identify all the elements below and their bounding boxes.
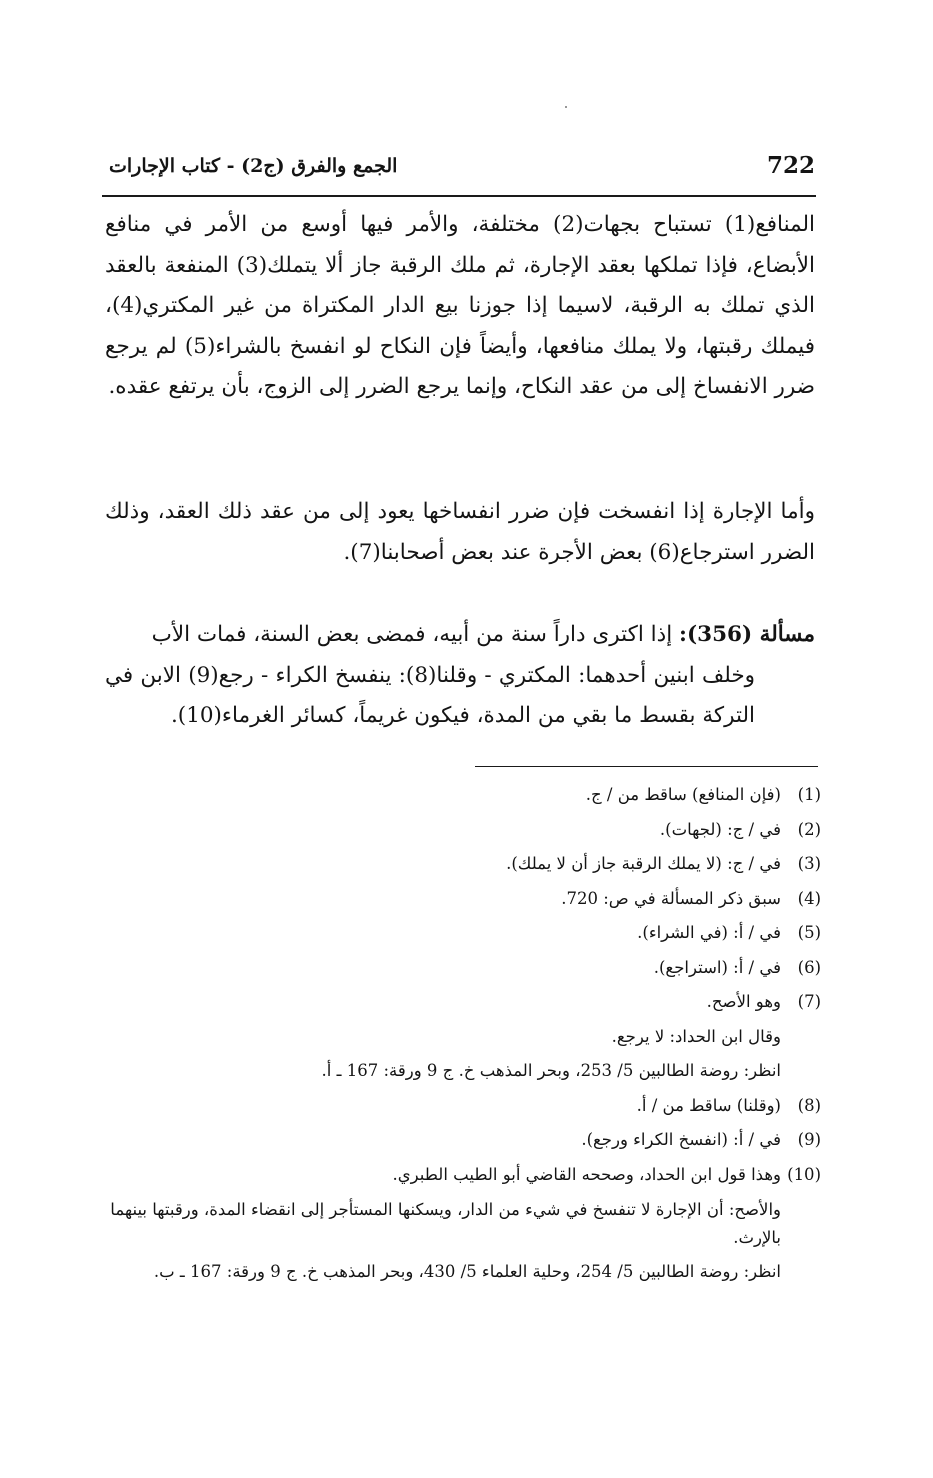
footnote-number: (6) (797, 957, 821, 977)
footnote-rule (475, 766, 818, 767)
footnote (105, 882, 821, 917)
page-number: 722 (766, 152, 815, 179)
footnote (105, 1123, 821, 1158)
speck-mark (565, 106, 567, 108)
footnote (105, 778, 821, 813)
running-title: الجمع والفرق (ج2) - كتاب الإجارات (109, 155, 398, 177)
footnote (105, 951, 821, 986)
footnote (105, 1089, 821, 1124)
body-paragraph-1: المنافع(1) تستباح بجهات(2) مختلفة، والأمر فيها أوسع من الأمر في منافع الأبضاع، فإذا تملكها بعقد الإجارة، ثم ملك الرقبة جاز ألا يتملك(3) المنفعة بالعقد الذي تملك به الرقبة، لاسيما إذا جوزنا بيع الدار المكتراة من غير المكتري(4)، فيملك رقبتها، ولا يملك منافعها، وأيضاً فإن النكاح لو انفسخ بالشراء(5) لم يرجع ضرر الانفساخ إلى من عقد النكاح، وإنما يرجع الضرر إلى الزوج، بأن يرتفع عقده. (105, 212, 816, 399)
footnote-text: وهذا قول ابن الحداد، وصححه القاضي أبو الطيب الطبري. (392, 1164, 781, 1184)
footnote-number: (8) (797, 1095, 821, 1115)
footnote-text: انظر: روضة الطالبين 5/ 254، وحلية العلماء 5/ 430، وبحر المذهب خ. ج 9 ورقة: 167 ـ ب. (153, 1262, 781, 1281)
footnote-text: وهو الأصح. (706, 992, 781, 1011)
footnote-number: (7) (797, 992, 821, 1011)
footnote-number: (9) (797, 1130, 821, 1149)
footnote-text: انظر: روضة الطالبين 5/ 253، وبحر المذهب خ. ج 9 ورقة: 167 ـ أ. (321, 1061, 781, 1080)
page-header (105, 152, 815, 192)
issue-first-line: إذا اكترى داراً سنة من أبيه، فمضى بعض السنة، فمات الأب (151, 622, 673, 647)
footnote (105, 1158, 821, 1289)
footnote-number: (1) (797, 785, 821, 804)
footnote (105, 847, 821, 882)
header-rule (102, 195, 816, 197)
footnote-number: (2) (797, 819, 821, 839)
footnote-number: (10) (787, 1164, 821, 1184)
footnote-text: سبق ذكر المسألة في ص: 720. (561, 888, 781, 908)
issue-continuation: وخلف ابنين أحدهما: المكتري - وقلنا(8): ينفسخ الكراء - رجع(9) الابن في التركة بقسط ما بقي من المدة، فيكون غريماً، كسائر الغرماء(10). (105, 662, 755, 728)
footnote-text: (وقلنا) ساقط من / أ. (636, 1095, 781, 1115)
issue-paragraph (105, 615, 815, 737)
footnote-number: (5) (797, 923, 821, 942)
footnote-text: في / أ: (استراجع). (653, 957, 781, 977)
footnote-text: في / أ: (في الشراء). (637, 923, 781, 942)
footnote (105, 916, 821, 951)
footnote-text: في / ج: (لا يملك الرقبة جاز أن لا يملك). (506, 854, 781, 873)
footnote-number: (3) (797, 854, 821, 873)
footnote-text: والأصح: أن الإجارة لا تنفسخ في شيء من الدار، ويسكنها المستأجر إلى انقضاء المدة، ورقبتها بينهما بالإرث. (110, 1200, 781, 1247)
footnote-text: في / أ: (انفسخ الكراء ورجع). (581, 1130, 781, 1149)
issue-label: مسألة (356): (679, 622, 815, 647)
footnote (105, 985, 821, 1089)
footnote-text: (فإن المنافع) ساقط من / ج. (585, 785, 781, 804)
footnote-text: وقال ابن الحداد: لا يرجع. (611, 1026, 781, 1046)
body-paragraph-2: وأما الإجارة إذا انفسخت فإن ضرر انفساخها يعود إلى من عقد ذلك العقد، وذلك الضرر استرجاع(6) بعض الأجرة عند بعض أصحابنا(7). (105, 499, 815, 565)
footnote (105, 813, 821, 848)
footnote-text: في / ج: (لجهات). (659, 819, 781, 839)
footnote-number: (4) (797, 888, 821, 908)
footnotes (105, 778, 821, 1288)
